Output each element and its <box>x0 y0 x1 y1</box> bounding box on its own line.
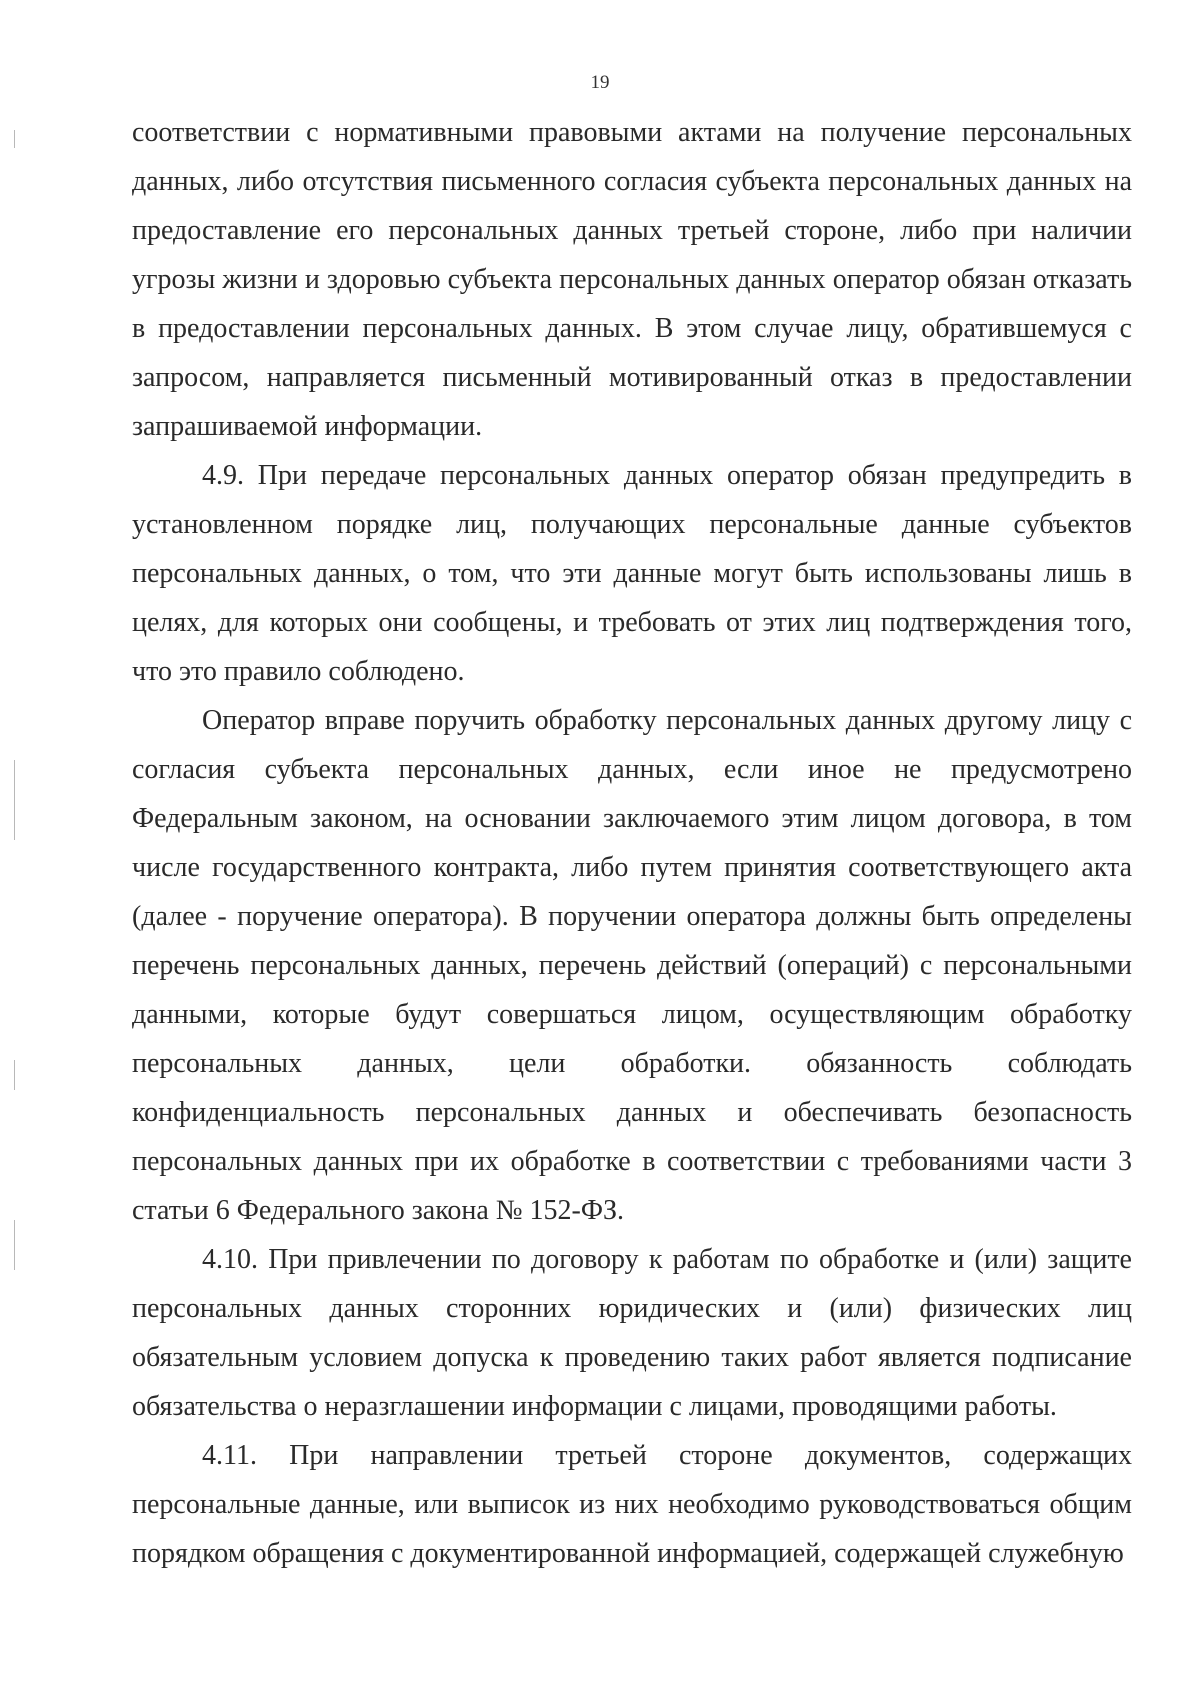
paragraph-operator-assignment: Оператор вправе поручить обработку персональных данных другому лицу с согласия субъекта персональных данных, если иное не предусмотрено Федеральным законом, на основании заключаемого этим лицом договора, в том числе государственного контракта, либо путем принятия соответствующего акта (далее - поручение оператора). В поручении оператора должны быть определены перечень персональных данных, перечень действий (операций) с персональными данными, которые будут совершаться лицом, осуществляющим обработку персональных данных, цели обработки. обязанность соблюдать конфиденциальность персональных данных и обеспечивать безопасность персональных данных при их обработке в соответствии с требованиями части 3 статьи 6 Федерального закона № 152-ФЗ. <box>132 705 1132 1226</box>
scan-artifact-mark <box>14 130 15 148</box>
paragraph-4-10: 4.10. При привлечении по договору к работам по обработке и (или) защите персональных данных сторонних юридических и (или) физических лиц обязательным условием допуска к проведению таких работ является подписание обязательства о неразглашении информации с лицами, проводящими работы. <box>132 1244 1132 1422</box>
scan-artifact-mark <box>14 1060 15 1090</box>
scan-artifact-mark <box>14 760 15 840</box>
document-body <box>132 108 1132 1578</box>
scan-artifact-mark <box>14 1220 15 1270</box>
page-number: 19 <box>590 72 610 93</box>
paragraph-4-9: 4.9. При передаче персональных данных оператор обязан предупредить в установленном порядке лиц, получающих персональные данные субъектов персональных данных, о том, что эти данные могут быть использованы лишь в целях, для которых они сообщены, и требовать от этих лиц подтверждения того, что это правило соблюдено. <box>132 460 1132 687</box>
paragraph-continuation: соответствии с нормативными правовыми актами на получение персональных данных, либо отсутствия письменного согласия субъекта персональных данных на предоставление его персональных данных третьей стороне, либо при наличии угрозы жизни и здоровью субъекта персональных данных оператор обязан отказать в предоставлении персональных данных. В этом случае лицу, обратившемуся с запросом, направляется письменный мотивированный отказ в предоставлении запрашиваемой информации. <box>132 117 1132 442</box>
paragraph-4-11: 4.11. При направлении третьей стороне документов, содержащих персональные данные, или выписок из них необходимо руководствоваться общим порядком обращения с документированной информацией, содержащей служебную <box>132 1440 1132 1569</box>
